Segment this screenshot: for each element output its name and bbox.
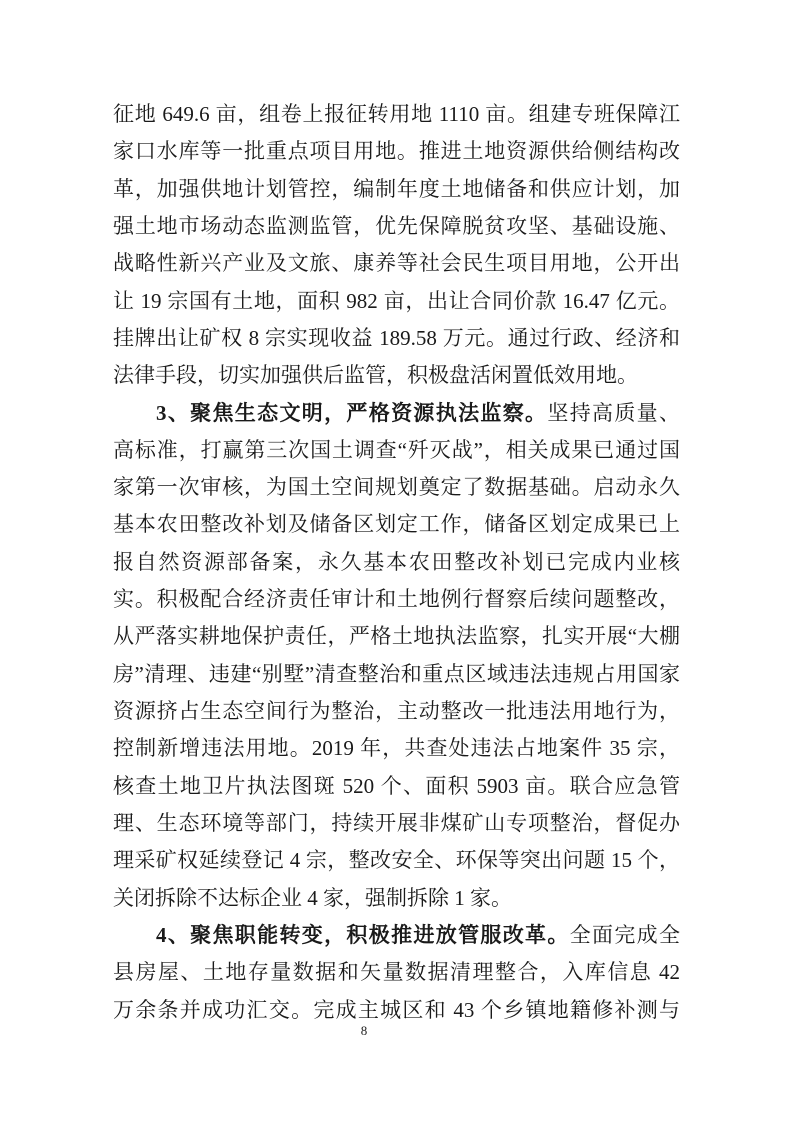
text-line: 从严落实耕地保护责任，严格土地执法监察，扎实开展“大棚	[113, 624, 680, 649]
text-column	[113, 96, 680, 1029]
text-line: 强土地市场动态监测监管，优先保障脱贫攻坚、基础设施、	[113, 213, 680, 238]
text-line: 法律手段，切实加强供后监管，积极盘活闲置低效用地。	[113, 363, 638, 388]
text-line: 革，加强供地计划管控，编制年度土地储备和供应计划，加	[113, 176, 680, 201]
text-line: 核查土地卫片执法图斑 520 个、面积 5903 亩。联合应急管	[113, 773, 680, 798]
text-line: 征地 649.6 亩，组卷上报征转用地 1110 亩。组建专班保障江	[113, 102, 680, 126]
paragraph-item-3	[113, 395, 680, 917]
text-line: 理采矿权延续登记 4 宗，整改安全、环保等突出问题 15 个，	[113, 848, 680, 873]
paragraph-item-4	[113, 917, 680, 1029]
text-line: 万余条并成功汇交。完成主城区和 43 个乡镇地籍修补测与	[113, 997, 680, 1022]
text-line: 资源挤占生态空间行为整治，主动整改一批违法用地行为，	[113, 699, 680, 723]
text-line: 挂牌出让矿权 8 宗实现收益 189.58 万元。通过行政、经济和	[113, 325, 680, 350]
text-line: 报自然资源部备案，永久基本农田整改补划已完成内业核	[113, 549, 680, 574]
text-line: 关闭拆除不达标企业 4 家，强制拆除 1 家。	[113, 885, 512, 910]
text-line: 控制新增违法用地。2019 年，共查处违法占地案件 35 宗，	[113, 736, 680, 761]
text-line: 家第一次审核，为国土空间规划奠定了数据基础。启动永久	[113, 475, 680, 500]
text-line: 实。积极配合经济责任审计和土地例行督察后续问题整改，	[113, 587, 680, 612]
page-footer	[0, 1023, 728, 1039]
text-line: 县房屋、土地存量数据和矢量数据清理整合，入库信息 42	[113, 960, 680, 985]
text-line: 房”清理、违建“别墅”清查整治和重点区域违法违规占用国家	[113, 661, 680, 686]
paragraph-heading-rest: 坚持高质量、	[547, 400, 680, 425]
text-line	[113, 395, 680, 432]
text-line: 家口水库等一批重点项目用地。推进土地资源供给侧结构改	[113, 139, 680, 164]
paragraph-heading: 3、聚焦生态文明，严格资源执法监察。	[156, 400, 548, 425]
page-number: 8	[360, 1023, 368, 1038]
paragraph-heading-rest: 全面完成全	[569, 922, 680, 947]
text-line: 理、生态环境等部门，持续开展非煤矿山专项整治，督促办	[113, 810, 680, 835]
paragraph-heading: 4、聚焦职能转变，积极推进放管服改革。	[156, 922, 570, 947]
text-line	[113, 917, 680, 954]
text-line: 战略性新兴产业及文旅、康养等社会民生项目用地，公开出	[113, 251, 680, 276]
text-line: 基本农田整改补划及储备区划定工作，储备区划定成果已上	[113, 512, 680, 537]
text-line: 高标准，打赢第三次国土调查“歼灭战”，相关成果已通过国	[113, 437, 680, 462]
paragraph-continuation	[113, 96, 680, 395]
text-line: 让 19 宗国有土地，面积 982 亩，出让合同价款 16.47 亿元。	[113, 288, 680, 313]
